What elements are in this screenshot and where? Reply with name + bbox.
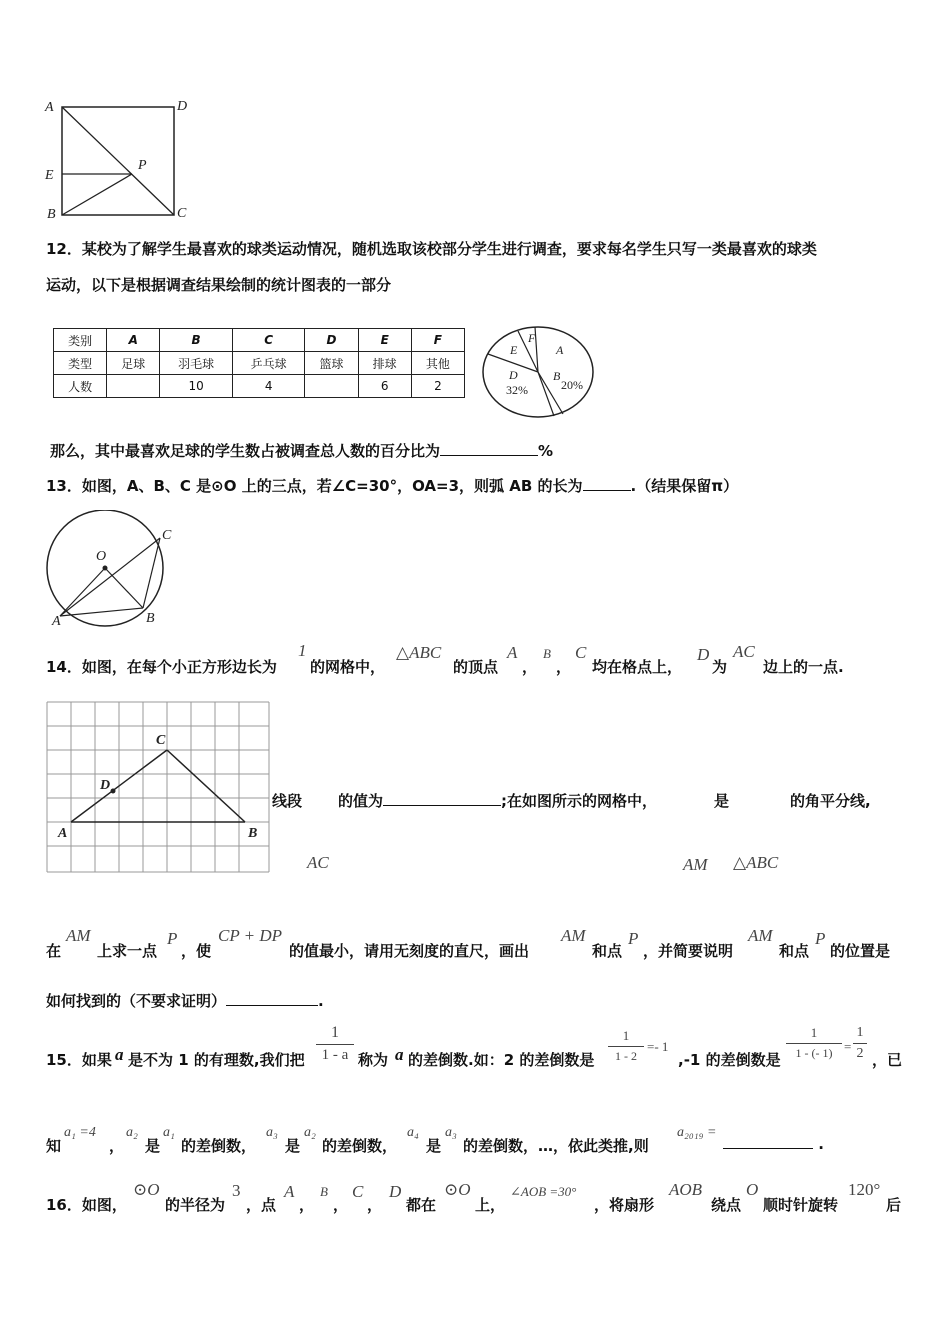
math-a1: a₁ xyxy=(163,1125,175,1140)
q13-tail: .（结果保留π） xyxy=(630,477,739,495)
q14-l3g: 和点 xyxy=(779,942,810,960)
denominator: 1 - 2 xyxy=(615,1049,637,1063)
stat-table xyxy=(53,328,465,398)
grid-label-b: B xyxy=(248,826,258,841)
cell: 类型 xyxy=(54,352,107,375)
cell: 其他 xyxy=(411,352,464,375)
math-120-deg: 120° xyxy=(848,1180,881,1199)
math-circle-o: ⊙O xyxy=(133,1180,160,1199)
q14-l3c: ，使 xyxy=(181,942,212,960)
cell: 6 xyxy=(358,375,411,398)
q15-p1: 15．如果 xyxy=(46,1051,112,1069)
q14-l3a: 在 xyxy=(46,942,62,960)
label-b: B xyxy=(146,611,155,626)
q14-p3: 的顶点 xyxy=(453,658,499,676)
q15-p5: ,-1 的差倒数是 xyxy=(678,1051,781,1069)
q14-l2d: 是 xyxy=(714,792,730,810)
grid-label-d: D xyxy=(100,778,111,793)
q14-l2a: 线段 xyxy=(272,792,303,810)
label-b: B xyxy=(47,207,56,222)
q15-p6: ，已 xyxy=(872,1051,903,1069)
pie-pct-d: 32% xyxy=(506,383,528,397)
q14-l2c: ;在如图所示的网格中， xyxy=(501,792,658,810)
comma: ， xyxy=(367,1196,383,1214)
math-ac: AC xyxy=(307,853,329,872)
cell: D xyxy=(305,329,358,352)
q15-p4: 的差倒数.如：2 的差倒数是 xyxy=(408,1051,595,1069)
cell: 足球 xyxy=(107,352,160,375)
q12-line1: 12．某校为了解学生最喜欢的球类运动情况，随机选取该校部分学生进行调查，要求每名学生只写一类最喜欢的球类 xyxy=(46,240,817,258)
grid-label-a: A xyxy=(58,826,68,841)
math-c: C xyxy=(575,643,587,662)
q14-p6: 边上的一点. xyxy=(763,658,844,676)
math-three: 3 xyxy=(232,1181,241,1200)
math-b: B xyxy=(543,646,551,661)
q15-p3: 称为 xyxy=(358,1051,389,1069)
math-p: P xyxy=(628,929,639,948)
denominator: 1 - a xyxy=(321,1047,349,1063)
grid-label-c: C xyxy=(156,733,166,748)
fraction-1-over-1-neg1 xyxy=(786,1025,842,1061)
pie-label-e: E xyxy=(510,343,518,357)
q16-p2: 的半径为 xyxy=(165,1196,226,1214)
q14-l3b: 上求一点 xyxy=(97,942,158,960)
answer-blank[interactable] xyxy=(583,478,631,491)
shi: 是 xyxy=(285,1137,301,1155)
q16-p1: 16．如图， xyxy=(46,1196,127,1214)
math-a3: a₃ xyxy=(266,1125,278,1140)
q14-p1: 14．如图，在每个小正方形边长为 xyxy=(46,658,277,676)
label-a: A xyxy=(45,100,54,115)
q16-p8: 顺时针旋转 xyxy=(763,1196,839,1214)
cell: F xyxy=(411,329,464,352)
shi: 是 xyxy=(145,1137,161,1155)
label-d: D xyxy=(177,99,188,114)
math-c: C xyxy=(352,1182,364,1201)
cell: 羽毛球 xyxy=(160,352,233,375)
cell: 乒乓球 xyxy=(232,352,305,375)
math-b: B xyxy=(320,1184,328,1199)
math-a: A xyxy=(507,643,518,662)
math-angle-aob: ∠AOB =30° xyxy=(510,1184,577,1199)
fraction-1-over-1-2 xyxy=(608,1028,644,1064)
math-cp-dp: CP + DP xyxy=(218,926,283,945)
math-am: AM xyxy=(561,926,586,945)
math-a4: a₄ xyxy=(407,1125,419,1140)
grid-diagram xyxy=(45,700,273,875)
comma: ， xyxy=(333,1196,349,1214)
math-a1-eq-4: a₁ =4 xyxy=(64,1125,96,1140)
label-c: C xyxy=(162,528,172,543)
math-am: AM xyxy=(66,926,91,945)
q13-stem: 13．如图，A、B、C 是⊙O 上的三点，若∠C=30°，OA=3，则弧 AB 的长为 xyxy=(46,477,583,495)
math-a: a xyxy=(395,1045,404,1064)
answer-blank[interactable] xyxy=(383,793,501,806)
cell: 类别 xyxy=(54,329,107,352)
math-p: P xyxy=(815,929,826,948)
q14-l4-tail: . xyxy=(318,992,324,1010)
math-d: D xyxy=(389,1182,402,1201)
q14-p2: 的网格中， xyxy=(310,658,386,676)
q12-line2: 运动，以下是根据调查结果绘制的统计图表的一部分 xyxy=(46,276,392,294)
q14-l3f: ，并简要说明 xyxy=(643,942,734,960)
pie-diagram xyxy=(478,322,598,422)
math-a2019: a₂₀₁₉ = xyxy=(677,1125,717,1140)
pie-label-f: F xyxy=(528,331,536,345)
q15-l2c: 的差倒数， xyxy=(181,1137,257,1155)
math-triangle: △ABC xyxy=(396,643,442,662)
q16-p6: ，将扇形 xyxy=(594,1196,655,1214)
numerator: 1 xyxy=(622,1028,630,1043)
math-aob: AOB xyxy=(669,1180,703,1199)
math-one: 1 xyxy=(298,641,307,660)
pie-label-a: A xyxy=(556,343,564,357)
denominator: 1 - (- 1) xyxy=(795,1046,833,1060)
q14-l3d: 的值最小，请用无刻度的直尺，画出 xyxy=(289,942,530,960)
cell: 篮球 xyxy=(305,352,358,375)
fraction-1-over-1-a xyxy=(316,1024,354,1064)
comma: ， xyxy=(522,658,538,676)
math-a2: a₂ xyxy=(126,1125,138,1140)
q14-l4 xyxy=(46,990,324,1011)
math-p: P xyxy=(167,929,178,948)
q14-l4-text: 如何找到的（不要求证明） xyxy=(46,992,227,1010)
q12-answer xyxy=(50,440,553,461)
cell: 2 xyxy=(411,375,464,398)
cell xyxy=(107,375,160,398)
square-diagram xyxy=(40,98,200,223)
equals: = xyxy=(844,1039,852,1054)
pie-label-b: B xyxy=(553,369,561,383)
numerator: 1 xyxy=(856,1025,864,1040)
math-a: A xyxy=(284,1182,295,1201)
q14-l2b-wrap xyxy=(338,790,657,811)
fraction-1-over-2 xyxy=(853,1025,867,1062)
cell: 人数 xyxy=(54,375,107,398)
answer-blank[interactable] xyxy=(440,443,538,456)
q14-p5: 为 xyxy=(712,658,728,676)
math-a: a xyxy=(115,1045,124,1064)
answer-blank[interactable] xyxy=(723,1136,813,1149)
math-o: O xyxy=(746,1180,759,1199)
cell: 10 xyxy=(160,375,233,398)
q14-l2b: 的值为 xyxy=(338,792,384,810)
comma: ， xyxy=(299,1196,315,1214)
percent-sign: % xyxy=(538,442,554,460)
circle-diagram xyxy=(40,510,180,630)
answer-blank[interactable] xyxy=(226,993,318,1006)
q15-l2d: 的差倒数，…，依此类推,则 xyxy=(463,1137,649,1155)
math-a2: a₂ xyxy=(304,1125,316,1140)
q16-p3: ，点 xyxy=(246,1196,277,1214)
label-e: E xyxy=(45,168,54,183)
comma: ， xyxy=(556,658,572,676)
cell: A xyxy=(107,329,160,352)
pie-label-d: D xyxy=(509,368,518,382)
cell: E xyxy=(358,329,411,352)
denominator: 2 xyxy=(856,1046,864,1061)
shi: 是 xyxy=(426,1137,442,1155)
q14-l3e: 和点 xyxy=(592,942,623,960)
math-am: AM xyxy=(683,855,708,874)
q16-p5: 上， xyxy=(475,1196,506,1214)
q13-text xyxy=(46,475,738,496)
q15-l2c: 的差倒数， xyxy=(322,1137,398,1155)
numerator: 1 xyxy=(331,1024,339,1041)
cell xyxy=(305,375,358,398)
q16-p7: 绕点 xyxy=(711,1196,742,1214)
cell: 4 xyxy=(232,375,305,398)
cell: B xyxy=(160,329,233,352)
math-ac: AC xyxy=(733,642,755,661)
label-o: O xyxy=(96,549,107,564)
q14-l2e: 的角平分线, xyxy=(790,792,871,810)
cell: 排球 xyxy=(358,352,411,375)
comma: ， xyxy=(109,1137,125,1155)
equals-neg-one: =- 1 xyxy=(647,1039,669,1054)
q15-answer xyxy=(723,1135,824,1153)
label-c: C xyxy=(177,206,187,221)
q15-l2a: 知 xyxy=(46,1137,62,1155)
math-a3: a₃ xyxy=(445,1125,457,1140)
math-d: D xyxy=(697,645,710,664)
cell: C xyxy=(232,329,305,352)
math-triangle-abc: △ABC xyxy=(733,853,779,872)
pie-pct-b: 20% xyxy=(561,378,583,392)
q16-p9: 后 xyxy=(886,1196,902,1214)
label-a: A xyxy=(52,614,61,629)
q14-l3h: 的位置是 xyxy=(830,942,891,960)
q15-p2: 是不为 1 的有理数,我们把 xyxy=(128,1051,305,1069)
q12-answer-text: 那么，其中最喜欢足球的学生数占被调查总人数的百分比为 xyxy=(50,442,441,460)
math-am: AM xyxy=(748,926,773,945)
q16-p4: 都在 xyxy=(406,1196,437,1214)
q14-p4: 均在格点上， xyxy=(592,658,683,676)
label-p: P xyxy=(138,158,147,173)
q15-tail: . xyxy=(818,1135,824,1153)
numerator: 1 xyxy=(810,1025,818,1040)
math-circle-o: ⊙O xyxy=(444,1180,471,1199)
